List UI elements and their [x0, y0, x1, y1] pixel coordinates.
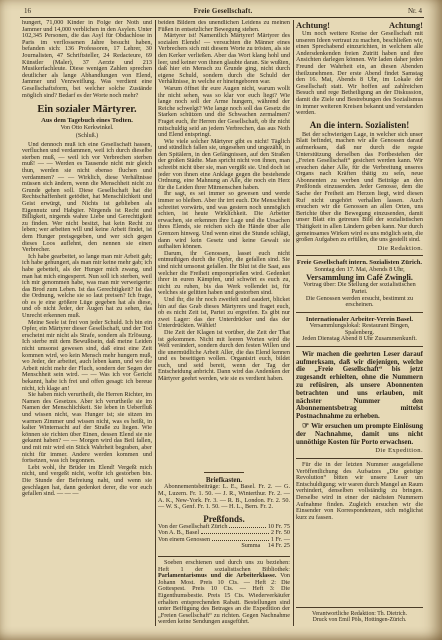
basel-schedule: Jeden Dienstag Abend 8 Uhr Zusammenkunft. [302, 335, 417, 343]
article-paragraph: Warum öffnet ihr eure Augen nicht, warum wollt ihr nicht sehen, was so klar vor euch liegt? Wie lange noch soll der Arme hungern, während der Reiche schwelgt? Wie lange noch soll das Gesetz die Starken schützen und die Schwachen zermalmen? Fraget euch, ihr Herren der Gesellschaft, ob ihr nicht mitschuldig seid an jedem Verbrechen, das aus Noth und Elend entspringt. [158, 84, 290, 139]
article-body [22, 142, 152, 626]
header-rule [20, 17, 424, 18]
article-paragraph: Lebt wohl, ihr Brüder im Elend! Vergeßt mich nicht, und vergeßt nicht, wofür ich gestorben bin. Die Stunde der Befreiung naht, und wenn sie geschlagen hat, dann gedenket derer, die vor euch gefallen sind. — — — [22, 463, 152, 498]
briefkasten-text: Abonnementsbeiträge: L. E., Basel. Fr. 2. — G. M., Luzern. Fr. 1. 50. — J. R., Winterthur. Fr. 2. — A. K., New-York. Fr. 3. — R. B., London. Fr. 2. 50. — W. S., Genf. Fr. 1. 50. — H. L., Bern. Fr. 2. [158, 483, 290, 511]
pressfonds-row-label: Von der Gesellschaft Zürich [158, 522, 228, 530]
newspaper-title: Freie Gesellschaft. [193, 7, 253, 15]
section-rule [296, 312, 423, 313]
pressfonds-row-label: Von A. B., Basel [158, 529, 200, 537]
zurich-meeting: Versammlung im Café Zwingli. [306, 273, 413, 283]
article-subtitle: Aus dem Tagebuch eines Todten. [41, 117, 133, 125]
article-paragraph: Meine Seele ist frei von jeder Schuld. Ich bin ein Opfer, ein Märtyrer dieser Gesellschaft, und der Tod erscheint mir nicht als Strafe, sondern als Erlösung. Ich sterbe mit dem Bewußtsein, daß meine Leiden nicht umsonst gewesen sind, daß einst eine Zeit kommen wird, wo kein Mensch mehr hungern muß, wo Jeder, der arbeitet, auch leben kann, und wo die Arbeit nicht mehr der Fluch, sondern der Segen der Menschheit sein wird. — — Was ich vor Gericht bekannt, habe ich frei und offen gesagt: ich bereue nicht, ich klage an! [22, 318, 152, 392]
right-column [296, 20, 423, 626]
pressfonds-row-label: Von einem Genossen [158, 535, 211, 543]
dot-leader [212, 540, 269, 541]
article-continuation [158, 20, 290, 468]
article-paragraph: Märtyrer ist! Namentlich Märtyrer! Märtyrer des sozialen Elends! — versuchten die Männer eines Verbrechers sich mit diesem Worte zu trösten, als sie den Kerker verließen. Aber das Wort klang hohl und leer, und keiner von ihnen glaubte daran. Sie wußten, daß hier ein Mensch zu Grunde ging, nicht durch eigene Schuld, sondern durch die Schuld der Verhältnisse, in welche er hineingeboren war. [158, 32, 290, 86]
section-rule [296, 458, 423, 459]
payment-request [296, 422, 423, 446]
article-author: Von Otto Kerkwinkel. [60, 124, 114, 131]
pressfonds-total [158, 543, 290, 550]
left-column [22, 20, 152, 626]
pressfonds-row-amount: 2 Fr. 50 [270, 529, 290, 537]
pointing-hand-icon: ☞ [302, 421, 310, 431]
dot-leader [229, 527, 265, 528]
appeal-heading: An die intern. Sozialisten! [309, 119, 410, 130]
article-paragraph: Darum, ihr Genossen, lasset euch nicht entmuthigen durch die Opfer, die gefallen sind. Sie sind nicht umsonst gefallen. Ihr Blut ist die Saat, aus welcher die Freiheit emporsprießen wird. Gedenket ihrer in euren Kämpfen, und schwört es euch zu, nicht zu ruhen, bis das Werk vollendet ist, für welches sie gelitten haben und gestorben sind. [158, 249, 290, 297]
section-rule [296, 255, 423, 256]
correction-notice: Für die in der letzten Nummer ausgefallene Veröffentlichung des Aufsatzes „Die geistige Revolution“ bitten wir unsere Leser um Entschuldigung; wir waren durch Mangel an Raum verhindert, denselben vollständig zu bringen. Derselbe wird in einer der nächsten Nummern Aufnahme finden. Zugleich ersuchen wir die Einsender von Korrespondenzen, sich möglichst kurz zu fassen. [296, 460, 423, 521]
article-part-label: (Schluß.) [75, 132, 99, 139]
section-rule [204, 472, 244, 473]
imprint-editor: Verantwortliche Redaktion: Th. Dietrich. [311, 610, 408, 617]
article-paragraph: Wie viele solcher Märtyrer gibt es nicht! Täglich und stündlich fallen sie, ungesehen und ungezählt, in den Spitälern, in den Gefängnissen, auf den Straßen der großen Städte. Man spricht nicht von ihnen, man schreibt nicht über sie, man vergißt sie. Und doch ist jeder von ihnen eine Anklage gegen die bestehende Ordnung, eine Mahnung an Alle, die noch ein Herz für die Leiden ihrer Mitmenschen haben. [158, 137, 290, 191]
announcement-title: Parlamentarismus und die Arbeiterklasse. [158, 572, 277, 580]
column-divider-right [293, 20, 294, 626]
expedition-signature: Die Expedition. [375, 447, 423, 455]
article-paragraph: Und ihr, die ihr noch zweifelt und zaudert, blicket hin auf das Grab dieses Märtyrers und fraget euch, ob es nicht Zeit ist, Partei zu ergreifen. Es gibt nur zwei Lager: das der Unterdrücker und das der Unterdrückten. Wählet! [158, 295, 290, 330]
achtung-heading [296, 20, 423, 30]
zurich-request: Die Genossen werden ersucht, bestimmt zu erscheinen. [305, 294, 414, 309]
article-paragraph: Ich habe gearbeitet, so lange man mir Arbeit gab; ich habe gehungert, als man mir keine mehr gab; ich habe gebettelt, als der Hunger mich zwang, und man hat mich eingesperrt. Nun soll ich sterben, weil ich mir genommen habe, was man mir verweigerte: das Brod zum Leben. Ist das Gerechtigkeit? Ist das die Ordnung, welche sie so laut preisen? Ich frage, ob es je eine größere Lüge gegeben hat als diese, und ob nicht Jeder, der Augen hat zu sehen, das Unrecht erkennen muß. [22, 252, 152, 320]
achtung-right: Achtung! [388, 20, 423, 30]
appeal-text: Bei der schwierigen Lage, in welcher sich unser Blatt befindet, machen wir alle Genossen darauf aufmerksam, daß nur durch die regste Unterstützung derselben das Fortbestehen der „Freien Gesellschaft“ gesichert werden kann. Wir ersuchen daher Alle, für die Verbreitung unseres Organs nach Kräften thätig zu sein, neue Abonnenten zu werben und Beiträge an den Preßfonds einzusenden. Jeder Genosse, dem die Sache der Freiheit am Herzen liegt, wird diesen Ruf nicht ungehört verhallen lassen. Auch ersuchen wir die Genossen an allen Orten, uns Berichte über die Bewegung einzusenden, damit unser Blatt ein getreues Bild der sozialistischen Thätigkeit in allen Ländern geben kann. Nur durch gemeinsames Wirken wird es uns möglich sein, die großen Aufgaben zu erfüllen, die uns gestellt sind. [296, 130, 423, 244]
article-paragraph: Die Zeit der Klagen ist vorüber, die Zeit der That ist gekommen. Nicht mit leeren Worten wird die Welt verändert, sondern durch den festen Willen und die unermüdliche Arbeit Aller, die das Elend kennen und es beseitigen wollen. Organisirt euch, bildet euch, und seid bereit, wenn der Tag der Entscheidung anbricht. Dann wird das Andenken der Märtyrer geehrt werden, wie sie es verdient haben. [158, 328, 290, 383]
pressfonds-heading: Preßfonds. [203, 513, 245, 524]
article-paragraph: beiden Bildern des unendlichen Leidens zu meinen Füßen in entsetzlicher Bewegung stehen. [158, 20, 290, 33]
section-rule [158, 556, 290, 557]
page-header [22, 7, 424, 16]
zurich-heading: Freie Gesellschaft intern. Sozialisten Zürich. [296, 259, 423, 267]
basel-heading: Internationaler Arbeiter-Verein Basel. [305, 315, 414, 323]
article-paragraph: Sie haben mich verurtheilt, die Herren Richter, im Namen des Gesetzes. Aber ich verurtheile sie im Namen der Menschlichkeit. Sie leben in Ueberfluß und wissen nicht, was Hunger ist; sie sitzen im warmen Zimmer und wissen nicht, was es heißt, in kalter Winternacht auf der Straße zu liegen. Wie können sie richten über Einen, dessen Elend sie nie gekannt haben? — — Morgen wird das Beil fallen, und mit mir wird ein Stück Wahrheit begraben, aber nicht für immer. Andere werden kommen und fortsetzen, was ich begonnen. [22, 391, 152, 465]
basel-venue: Versammlungslokal: Restaurant Bingen, Spalenberg. [309, 322, 410, 336]
pressfonds-total-amount: 14 Fr. 25 [267, 542, 290, 550]
achtung-left: Achtung! [296, 20, 331, 30]
issue-number: Nr. 4 [408, 7, 422, 15]
imprint-rule [296, 607, 423, 608]
column-divider-left [155, 20, 156, 626]
sprechabend-notice: Um noch weitere Kreise der Gesellschaft mit unseren Ideen vertraut zu machen, beschließen wir, einen Sprechabend einzurichten, in welchem alle Andersdenkenden freien Zutritt haben und ihre Ansichten darlegen können. Wir laden daher jeden Freund der Wahrheit ein, an diesen Abenden theilzunehmen. Der erste Abend findet Samstag den 16. Mai, Abends 8 Uhr, im Lokale der Gesellschaft statt. Wir hoffen auf zahlreichen Besuch und rege Betheiligung an der Diskussion, damit die Ziele und Bestrebungen des Sozialismus in immer weiteren Kreisen bekannt und verstanden werden. [296, 30, 423, 117]
article-paragraph: Ihr sagt, es sei immer so gewesen und werde immer so bleiben. Aber ihr irrt euch. Die Menschheit schreitet vorwärts, und was gestern noch unmöglich schien, ist heute Wirklichkeit. Die Arbeiter erwachen, sie erkennen ihre Lage und die Ursachen ihres Elends, sie reichen sich die Hände über alle Grenzen hinweg. Und wenn einst die Stunde schlägt, dann wird kein Gesetz und keine Gewalt sie aufhalten können. [158, 190, 290, 251]
pressfonds-row-amount: 10 Fr. 75 [267, 522, 290, 530]
page-number: 16 [24, 7, 31, 15]
article-paragraph: Und dennoch muß ich eine Gesellschaft hassen, verfluchen und verdammen, weil ich durch dieselbe sterben muß, — weil ich vor Verbrechen sterben muß! — — Werden es Tausende nicht mir gleich thun, werden sie nicht ebenso fluchen und verdammen? — — Wirklich, diese Verhältnisse müssen sich ändern, wenn die Menschheit nicht zu Grunde gehen soll. Diese Gesellschaft hat die Rechtschaffenheit getödtet, hat Menschlichkeit und Geist erwürgt, und Nichts ist geblieben als Eigennutz und Habgier. Nirgends ist Recht und Billigkeit, nirgends wahre Liebe und Gerechtigkeit zu finden. Wer nicht besitzt, hat kein Recht zu leben; wer arbeiten will und keine Arbeit findet, ist dem Hunger preisgegeben, und wer sich gegen dieses Loos auflehnt, den nennen sie einen Verbrecher. [22, 141, 152, 254]
zurich-date: Sonntag den 17. Mai, Abends 8 Uhr, [314, 265, 405, 273]
pressfonds-total-label: Summa [241, 542, 261, 550]
intro-paragraph: hungert, 71,000 Kinder in Folge der Noth und Jammer und 14,000 verblichen in den Asylen. Unter 102,345 Personen, die das Asyl für Obdachlose in Paris im verflossenen Jahre besucht haben, befanden sich: 136 Professoren, 17 Lehrer, 30 Journalisten, 47 Schriftsteller, 24 Redacteure, 69 Künstler (Maler), 37 Aerzte und 213 Musikerfachleute. Diese wenigen Zahlen sprechen deutlicher als lange Abhandlungen von Elend, Jammer und Verzweiflung. Was verdient eine Gesellschaftsform, bei welcher solche Zustände möglich sind? Bedarf es der Worte noch mehr? [22, 20, 152, 99]
appeal-signature: Die Redaktion. [377, 244, 423, 252]
imprint [296, 604, 423, 626]
section-rule [296, 346, 423, 347]
announcement-details: Von Johann Most. Preis 10 Cts. — Heft 2: Die Gottespest. Preis 10 Cts. — Heft 3: Die Eigenthumsbestie. Preis 15 Cts. Wiederverkäufer erhalten entsprechenden Rabatt. Bestellungen sind unter Beifügung des Betrages an die Expedition der „Freien Gesellschaft“ zu richten. Gegen Nachnahme werden keine Sendungen ausgeführt. [158, 572, 290, 626]
middle-column [158, 20, 290, 626]
subscription-notice: Wir machen die geehrten Leser darauf aufmerksam, daß wir diejenigen, welche die „Freie Gesellschaft“ bis jetzt zugesandt erhielten, ohne die Nummern zu refüsiren, als unsere Abonnenten betrachten und uns erlauben, mit nächster Nummer den Abonnementsbetrag mittelst Postnachnahme zu erheben. [296, 349, 423, 421]
payment-request-text: Wir ersuchen um prompte Einlösung der Nachnahme, damit uns nicht unnöthige Kosten für Porto erwachsen. [296, 422, 423, 446]
imprint-printer: Druck von Emil Pöls, Hottingen-Zürich. [312, 617, 407, 624]
publication-announcement [158, 560, 290, 626]
briefkasten-heading: Briefkasten. [205, 476, 243, 485]
pressfonds-row-amount: 1 Fr. — [270, 535, 290, 543]
zurich-lecture: Vortrag über: Die Stellung der sozialistischen Partei. [303, 281, 416, 295]
announcement-intro: Soeben erschienen und durch uns zu beziehen: Heft 1 der sozialistischen Bibliothek: [158, 559, 290, 573]
dot-leader [201, 533, 269, 534]
article-title: Ein sozialer Märtyrer. [37, 104, 137, 116]
